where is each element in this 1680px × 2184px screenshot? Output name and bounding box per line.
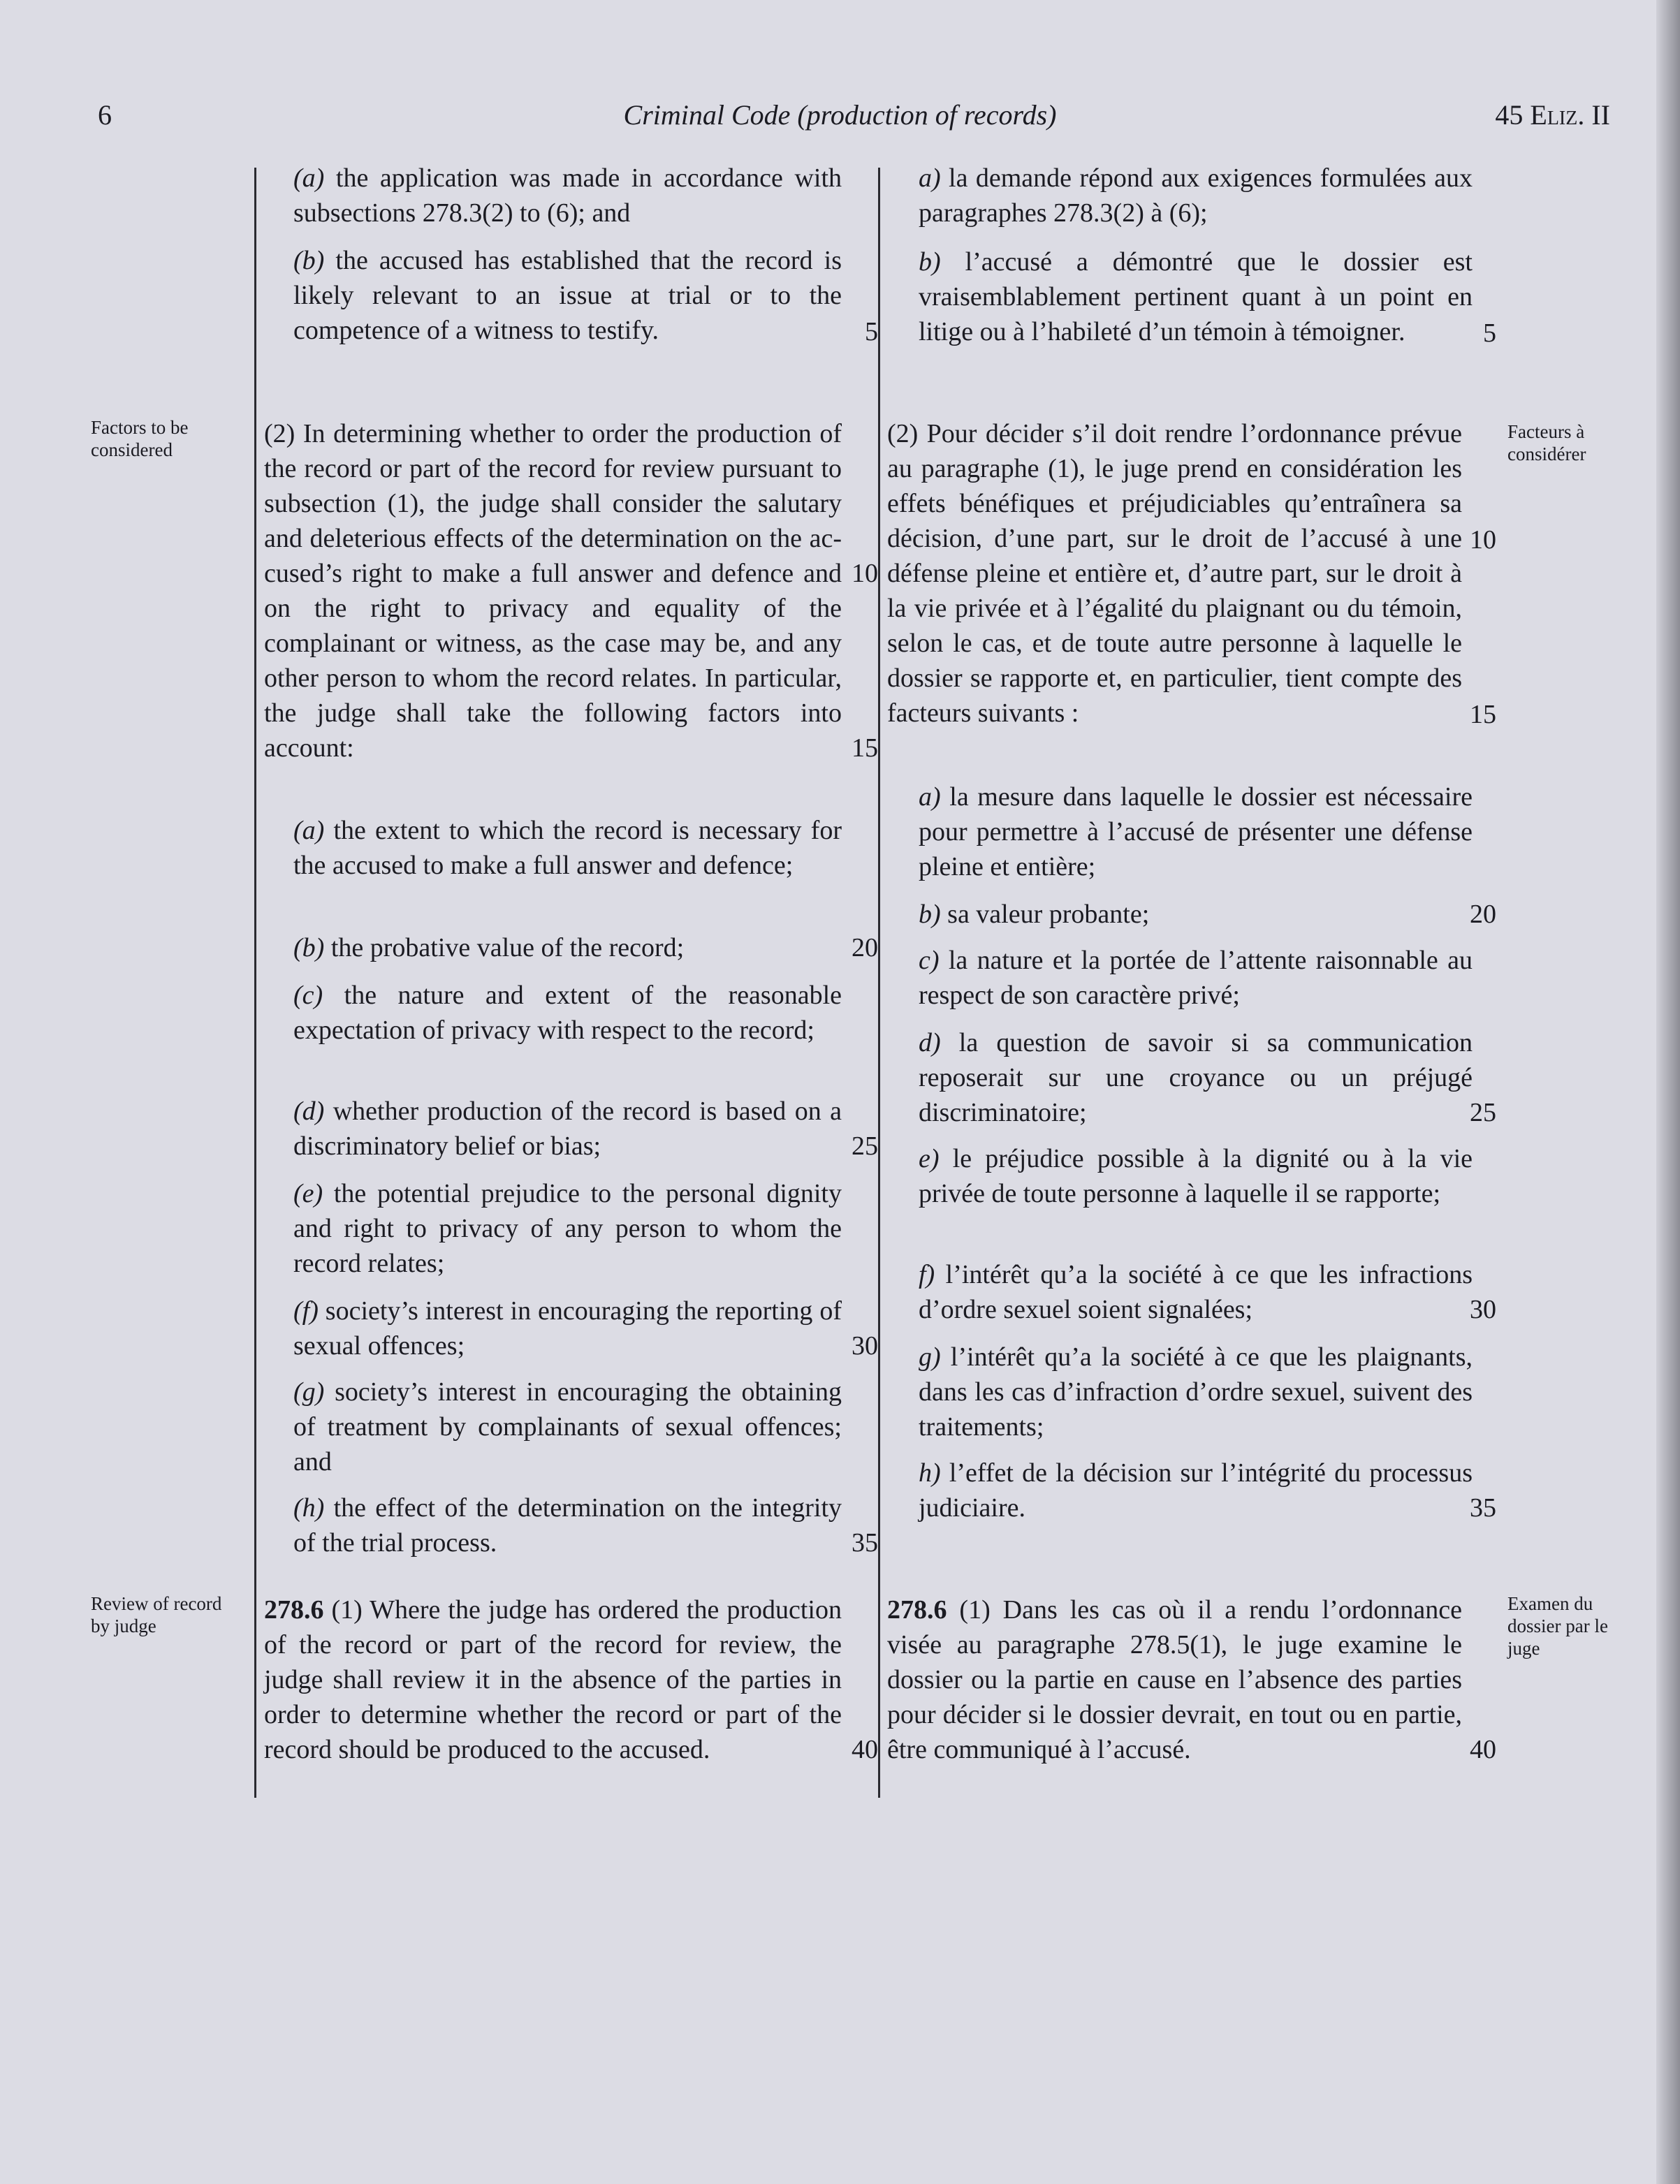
en-factor-h	[293, 1490, 842, 1560]
fr-factor-e-text: le préjudice possible à la dignité ou à la vie privée de toute personne à laquelle il se rapporte;	[919, 1144, 1473, 1208]
fr-factor-f	[919, 1257, 1473, 1327]
margin-note-review-en: Review of record by judge	[91, 1593, 222, 1636]
margin-note-factors-en: Factors to be considered	[91, 417, 189, 460]
fr-factor-g-label: g)	[919, 1342, 941, 1372]
line-number-fr: 30	[1470, 1295, 1496, 1324]
en-paragraph-b	[293, 243, 842, 348]
fr-factor-e-label: e)	[919, 1144, 940, 1173]
regnal-year-number: 45	[1495, 99, 1524, 131]
fr-section-number: 278.6	[887, 1595, 947, 1625]
en-section-278-6	[264, 1592, 842, 1767]
line-number-en: 40	[852, 1735, 878, 1764]
fr-factor-b	[919, 897, 1473, 932]
en-factor-g-label: (g)	[293, 1377, 325, 1407]
en-paragraph-a-text: the application was made in accordance with subsections 278.3(2) to (6); and	[293, 163, 842, 228]
line-number-fr: 5	[1483, 318, 1496, 348]
margin-note-factors-fr: Facteurs à considérer	[1507, 421, 1586, 464]
en-paragraph-b-label: (b)	[293, 246, 325, 275]
fr-factor-d-label: d)	[919, 1028, 941, 1057]
en-factor-c	[293, 978, 842, 1048]
fr-factor-d	[919, 1025, 1473, 1130]
fr-section-278-6	[887, 1592, 1462, 1767]
en-factor-f	[293, 1293, 842, 1363]
line-number-en: 20	[852, 933, 878, 962]
fr-paragraph-b-label: b)	[919, 247, 941, 277]
en-factor-a-label: (a)	[293, 816, 325, 845]
fr-factor-b-label: b)	[919, 900, 941, 929]
en-factor-h-text: the effect of the determination on the integrity of the trial process.	[293, 1493, 842, 1558]
fr-paragraph-a	[919, 161, 1473, 230]
line-number-en: 30	[852, 1331, 878, 1361]
page-edge-shadow	[1656, 0, 1680, 2184]
en-factor-c-label: (c)	[293, 981, 323, 1010]
line-number-fr: 15	[1470, 700, 1496, 729]
fr-factor-a-text: la mesure dans laquelle le dossier est nécessaire pour permettre à l’accusé de présenter une défense pleine et entière;	[919, 782, 1473, 881]
fr-paragraph-a-text: la demande répond aux exigences formulées aux paragraphes 278.3(2) à (6);	[919, 163, 1473, 228]
en-paragraph-a-label: (a)	[293, 163, 325, 193]
en-factor-a	[293, 813, 842, 883]
fr-paragraph-a-label: a)	[919, 163, 941, 193]
en-section-number: 278.6	[264, 1595, 324, 1625]
en-paragraph-a	[293, 161, 842, 230]
regnal-year-reign: Eliz. II	[1530, 99, 1610, 131]
left-column-rule	[254, 168, 256, 1798]
line-number-en: 5	[865, 317, 878, 346]
en-factor-d	[293, 1094, 842, 1164]
fr-factor-b-text: sa valeur probante;	[940, 900, 1150, 929]
line-number-en: 15	[852, 733, 878, 763]
en-factor-f-text: society’s interest in encouraging the reporting of sexual offences;	[293, 1296, 842, 1361]
fr-factor-f-label: f)	[919, 1260, 935, 1289]
en-factor-g-text: society’s interest in encouraging the obtaining of treatment by complainants of sexual offences; and	[293, 1377, 842, 1476]
en-factor-d-text: whether production of the record is based on a discriminatory belief or bias;	[293, 1097, 842, 1161]
en-factor-c-text: the nature and extent of the reasonable expectation of privacy with respect to the record;	[293, 981, 842, 1045]
en-factor-e-text: the potential prejudice to the personal dignity and right to privacy of any person to whom the record relates;	[293, 1179, 842, 1278]
en-factor-h-label: (h)	[293, 1493, 325, 1523]
line-number-fr: 35	[1470, 1493, 1496, 1523]
fr-factor-c	[919, 943, 1473, 1013]
en-factor-d-label: (d)	[293, 1097, 325, 1126]
fr-subsection-2: (2) Pour décider s’il doit rendre l’ordonnance prévue au paragraphe (1), le juge prend en considération les effets bénéfiques et préjudiciables qu’entraînera sa décision, d’une part, sur le droit de l’accusé à une défense pleine et entière et, d’autre part, sur le droit à la vie privée et à l’égalité du plaignant ou du témoin, selon le cas, et de toute autre personne à laquelle le dossier se rapporte et, en particulier, tient compte des facteurs suivants :	[887, 419, 1462, 728]
fr-factor-c-text: la nature et la portée de l’attente raisonnable au respect de son caractère privé;	[919, 946, 1473, 1010]
en-factor-f-label: (f)	[293, 1296, 319, 1326]
line-number-en: 35	[852, 1528, 878, 1558]
fr-factor-d-text: la question de savoir si sa communication reposerait sur une croyance ou un préjugé discriminatoire;	[919, 1028, 1473, 1127]
running-title: Criminal Code (production of records)	[623, 99, 1057, 131]
en-factor-b	[293, 930, 842, 965]
fr-factor-h-label: h)	[919, 1458, 941, 1488]
line-number-fr: 25	[1470, 1098, 1496, 1127]
line-number-fr: 10	[1470, 525, 1496, 555]
en-subsection-2: (2) In determining whether to order the production of the record or part of the record for review pursuant to subsection (1), the judge shall consider the salutary and deleterious effects of the determination on the accused’s right to make a full answer and defence and on the right to privacy and equality of the complainant or witness, as the case may be, and any other person to whom the record relates. In particular, the judge shall take the following factors into account:	[264, 419, 842, 763]
fr-factor-c-label: c)	[919, 946, 940, 975]
en-factor-e-label: (e)	[293, 1179, 323, 1208]
en-factor-g	[293, 1375, 842, 1479]
line-number-fr: 40	[1470, 1735, 1496, 1764]
fr-factor-f-text: l’intérêt qu’a la société à ce que les infractions d’ordre sexuel soient signalées;	[919, 1260, 1473, 1324]
en-factor-b-label: (b)	[293, 933, 325, 962]
fr-factor-e	[919, 1141, 1473, 1211]
fr-paragraph-b	[919, 244, 1473, 349]
fr-factor-g	[919, 1340, 1473, 1444]
center-column-rule	[878, 168, 880, 1798]
line-number-fr: 20	[1470, 900, 1496, 929]
fr-section-text: (1) Dans les cas où il a rendu l’ordonnance visée au paragraphe 278.5(1), le juge examine le dossier ou la partie en cause en l’absence des parties pour décider si le dossier devrait, en tout ou en partie, être communiqué à l’accusé.	[887, 1595, 1462, 1764]
fr-factor-h-text: l’effet de la décision sur l’intégrité du processus judiciaire.	[919, 1458, 1473, 1523]
fr-factor-a-label: a)	[919, 782, 941, 812]
fr-factor-g-text: l’intérêt qu’a la société à ce que les plaignants, dans les cas d’infraction d’ordre sexuel, suivent des traitements;	[919, 1342, 1473, 1442]
en-factor-b-text: the probative value of the record;	[324, 933, 685, 962]
en-paragraph-b-text: the accused has established that the record is likely relevant to an issue at trial or to the competence of a witness to testify.	[293, 246, 842, 345]
line-number-en: 25	[852, 1131, 878, 1161]
fr-paragraph-b-text: l’accusé a démontré que le dossier est vraisemblablement pertinent quant à un point en litige ou à l’habileté d’un témoin à témoigner.	[919, 247, 1473, 346]
line-number-en: 10	[852, 559, 878, 588]
page-number: 6	[98, 99, 112, 131]
fr-factor-h	[919, 1456, 1473, 1525]
en-section-text: (1) Where the judge has ordered the production of the record or part of the record for review, the judge shall review it in the absence of the parties in order to determine whether the record or part of the record should be produced to the accused.	[264, 1595, 842, 1764]
margin-note-review-fr: Examen du dossier par le juge	[1507, 1593, 1608, 1659]
fr-factor-a	[919, 779, 1473, 884]
en-factor-a-text: the extent to which the record is necessary for the accused to make a full answer and defence;	[293, 816, 842, 880]
regnal-year	[1495, 98, 1610, 133]
en-factor-e	[293, 1176, 842, 1281]
